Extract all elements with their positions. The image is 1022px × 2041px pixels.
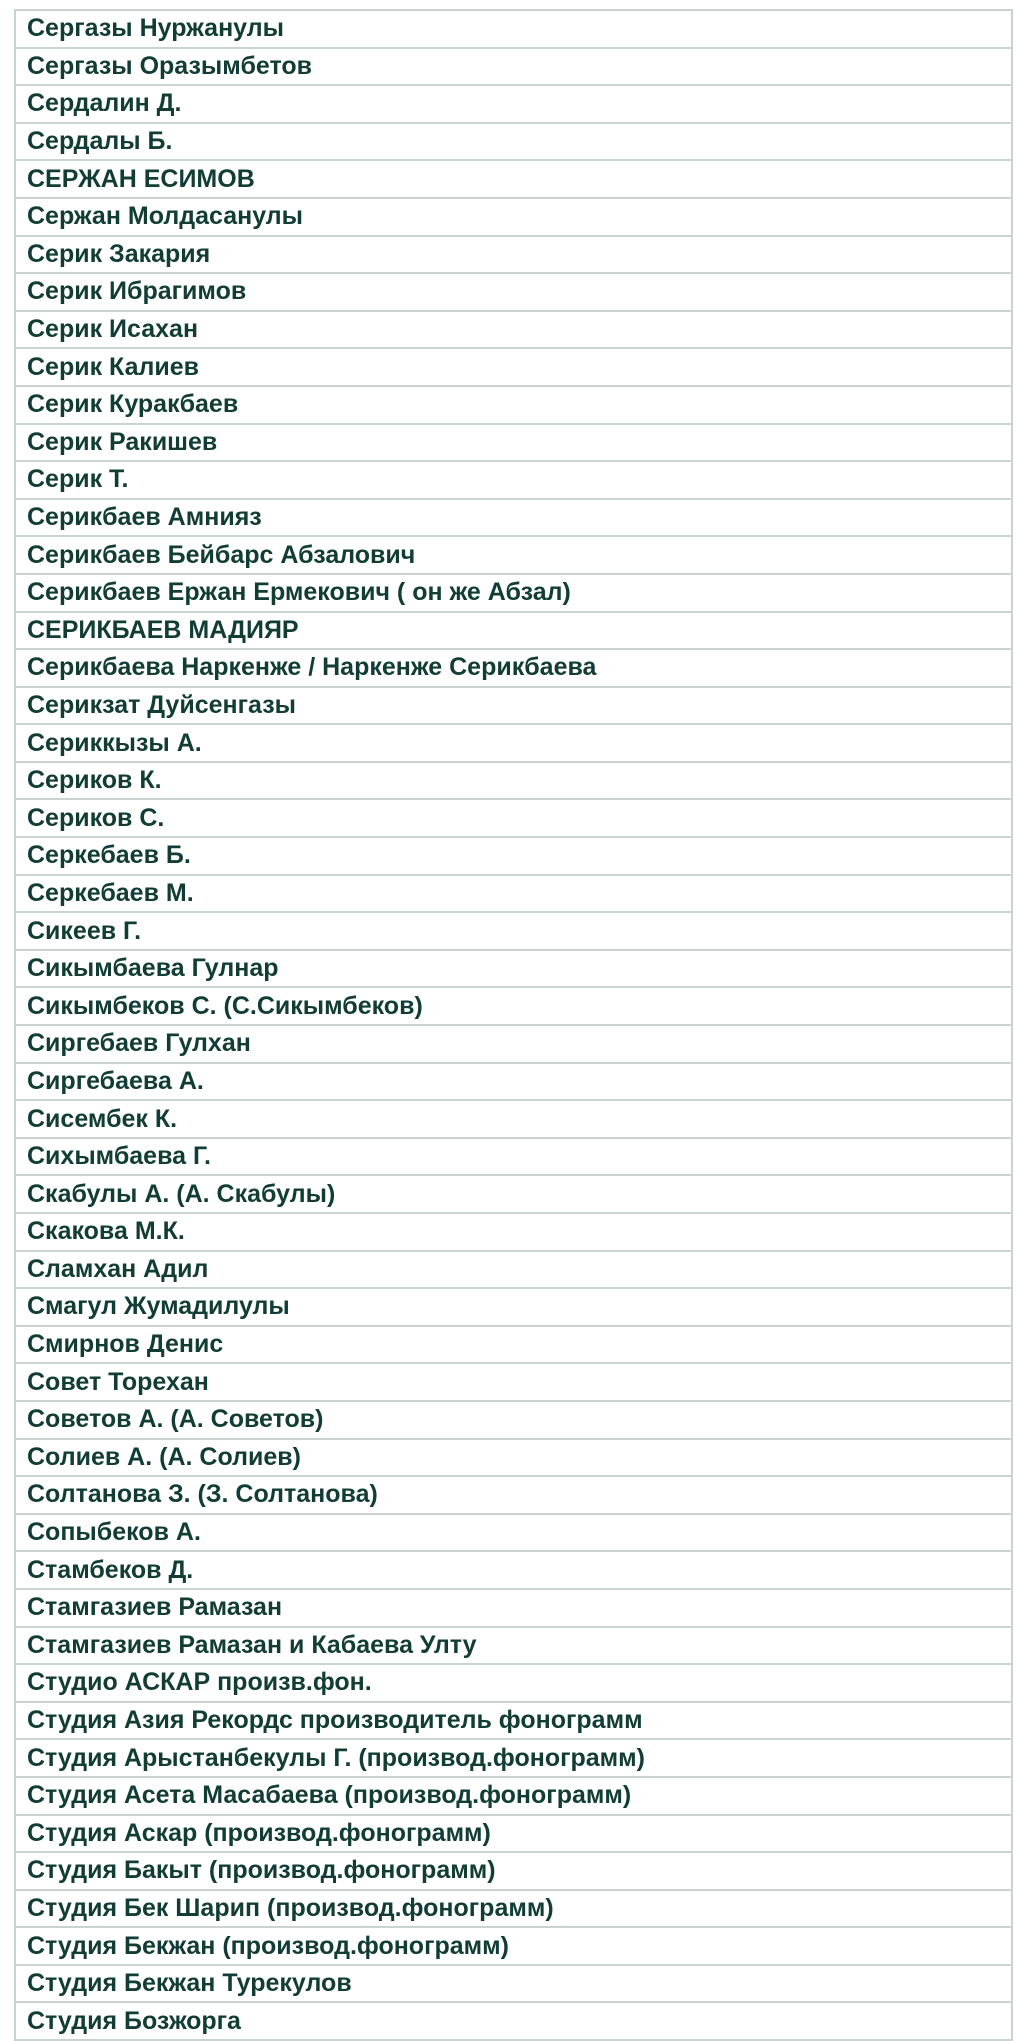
name-cell: Совет Торехан (15, 1363, 1012, 1401)
name-cell: Стамгазиев Рамазан и Кабаева Улту (15, 1627, 1012, 1665)
table-row (15, 1175, 1012, 1213)
table-row (15, 10, 1012, 48)
table-row (15, 1852, 1012, 1890)
table-row (15, 912, 1012, 950)
table-row (15, 574, 1012, 612)
name-cell: Серик Калиев (15, 348, 1012, 386)
name-cell: Сергазы Оразымбетов (15, 48, 1012, 86)
name-cell: Скакова М.К. (15, 1213, 1012, 1251)
name-cell: Студия Аскар (производ.фонограмм) (15, 1815, 1012, 1853)
table-row (15, 687, 1012, 725)
table-row (15, 123, 1012, 161)
table-row (15, 461, 1012, 499)
table-row (15, 499, 1012, 537)
name-cell: Сикымбеков С. (С.Сикымбеков) (15, 987, 1012, 1025)
table-row (15, 1401, 1012, 1439)
table-row (15, 1326, 1012, 1364)
name-list-body (15, 10, 1012, 2040)
name-cell: Студия Бек Шарип (производ.фонограмм) (15, 1890, 1012, 1928)
table-row (15, 1890, 1012, 1928)
table-row (15, 1213, 1012, 1251)
name-cell: Серкебаев Б. (15, 837, 1012, 875)
name-cell: Сопыбеков А. (15, 1514, 1012, 1552)
name-cell: Сикымбаева Гулнар (15, 950, 1012, 988)
table-row (15, 1100, 1012, 1138)
table-row (15, 1965, 1012, 2003)
name-cell: Студия Бозжорга (15, 2002, 1012, 2040)
name-cell: Сиргебаев Гулхан (15, 1025, 1012, 1063)
name-cell: Сисембек К. (15, 1100, 1012, 1138)
name-cell: Сердалы Б. (15, 123, 1012, 161)
table-row (15, 198, 1012, 236)
table-row (15, 311, 1012, 349)
table-row (15, 160, 1012, 198)
table-row (15, 799, 1012, 837)
name-cell: Студия Азия Рекордс производитель фонограмм (15, 1702, 1012, 1740)
name-cell: Серик Ибрагимов (15, 273, 1012, 311)
table-row (15, 1664, 1012, 1702)
table-row (15, 1363, 1012, 1401)
name-cell: СЕРЖАН ЕСИМОВ (15, 160, 1012, 198)
name-cell: Серикбаева Наркенже / Наркенже Серикбаева (15, 649, 1012, 687)
name-cell: Серикбаев Ержан Ермекович ( он же Абзал) (15, 574, 1012, 612)
table-row (15, 536, 1012, 574)
table-row (15, 1476, 1012, 1514)
name-cell: Серик Закария (15, 236, 1012, 274)
name-cell: Серикбаев Амнияз (15, 499, 1012, 537)
name-cell: Стамгазиев Рамазан (15, 1589, 1012, 1627)
table-row (15, 837, 1012, 875)
table-row (15, 612, 1012, 650)
table-row (15, 987, 1012, 1025)
name-cell: Серик Ракишев (15, 424, 1012, 462)
table-row (15, 1815, 1012, 1853)
table-row (15, 1439, 1012, 1477)
name-cell: Советов А. (А. Советов) (15, 1401, 1012, 1439)
name-cell: СЕРИКБАЕВ МАДИЯР (15, 612, 1012, 650)
name-cell: Смирнов Денис (15, 1326, 1012, 1364)
name-cell: Солиев А. (А. Солиев) (15, 1439, 1012, 1477)
table-row (15, 1777, 1012, 1815)
name-list-table (14, 9, 1013, 2041)
table-row (15, 875, 1012, 913)
name-cell: Серикзат Дуйсенгазы (15, 687, 1012, 725)
name-cell: Серкебаев М. (15, 875, 1012, 913)
name-cell: Скабулы А. (А. Скабулы) (15, 1175, 1012, 1213)
table-row (15, 950, 1012, 988)
name-cell: Сламхан Адил (15, 1251, 1012, 1289)
name-cell: Сердалин Д. (15, 85, 1012, 123)
name-cell: Студия Бакыт (производ.фонограмм) (15, 1852, 1012, 1890)
name-cell: Стамбеков Д. (15, 1551, 1012, 1589)
name-cell: Серик Исахан (15, 311, 1012, 349)
name-cell: Сериков С. (15, 799, 1012, 837)
table-row (15, 273, 1012, 311)
table-row (15, 1138, 1012, 1176)
table-row (15, 1063, 1012, 1101)
table-row (15, 724, 1012, 762)
name-cell: Студия Арыстанбекулы Г. (производ.фонограмм) (15, 1739, 1012, 1777)
name-cell: Сергазы Нуржанулы (15, 10, 1012, 48)
table-row (15, 1702, 1012, 1740)
table-row (15, 48, 1012, 86)
name-cell: Сихымбаева Г. (15, 1138, 1012, 1176)
name-cell: Студия Асета Масабаева (производ.фонограмм) (15, 1777, 1012, 1815)
table-row (15, 1514, 1012, 1552)
table-row (15, 85, 1012, 123)
table-row (15, 1627, 1012, 1665)
name-cell: Серикбаев Бейбарс Абзалович (15, 536, 1012, 574)
name-cell: Сериков К. (15, 762, 1012, 800)
table-row (15, 424, 1012, 462)
name-cell: Солтанова З. (З. Солтанова) (15, 1476, 1012, 1514)
name-cell: Серик Куракбаев (15, 386, 1012, 424)
table-row (15, 2002, 1012, 2040)
name-cell: Студио АСКАР произв.фон. (15, 1664, 1012, 1702)
name-cell: Сержан Молдасанулы (15, 198, 1012, 236)
name-cell: Студия Бекжан Турекулов (15, 1965, 1012, 2003)
table-row (15, 348, 1012, 386)
name-cell: Сиргебаева А. (15, 1063, 1012, 1101)
table-row (15, 1739, 1012, 1777)
name-cell: Серик Т. (15, 461, 1012, 499)
table-row (15, 1589, 1012, 1627)
name-cell: Смагул Жумадилулы (15, 1288, 1012, 1326)
table-row (15, 1288, 1012, 1326)
table-row (15, 1025, 1012, 1063)
table-row (15, 386, 1012, 424)
name-cell: Сикеев Г. (15, 912, 1012, 950)
table-row (15, 762, 1012, 800)
table-row (15, 1251, 1012, 1289)
name-cell: Студия Бекжан (производ.фонограмм) (15, 1927, 1012, 1965)
table-row (15, 649, 1012, 687)
table-row (15, 1551, 1012, 1589)
name-cell: Сериккызы А. (15, 724, 1012, 762)
table-row (15, 236, 1012, 274)
table-row (15, 1927, 1012, 1965)
